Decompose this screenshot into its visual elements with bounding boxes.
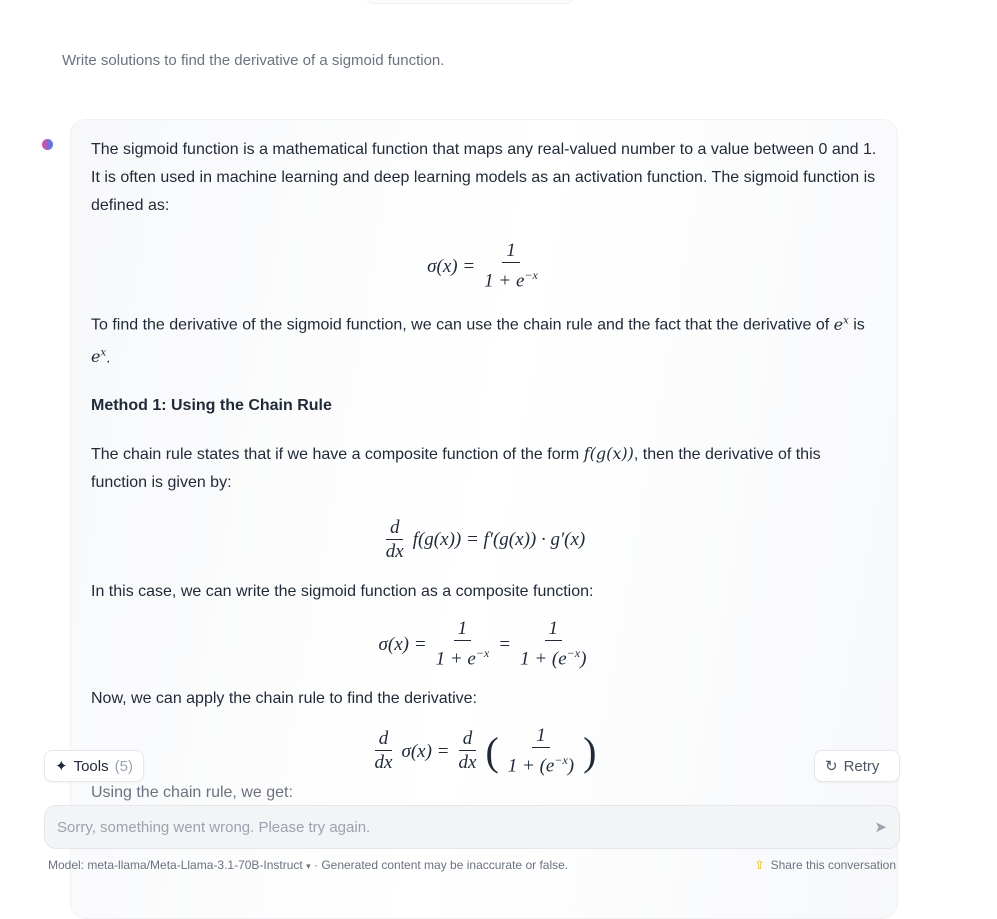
paragraph: Using the chain rule, we get:: [91, 784, 293, 801]
assistant-avatar: [42, 139, 53, 150]
chat-input[interactable]: Sorry, something went wrong. Please try again. ➤: [44, 805, 900, 849]
composite-formula: σ(x) = $\frac{1}{1 + e^{-x}}$ = $\frac{1}{1 + (e^{-x})}$: [378, 617, 587, 670]
previous-element: [366, 0, 574, 4]
chain-rule-formula: $\frac{d}{dx}$ f(g(x)) = f′(g(x)) · g′(x): [385, 516, 586, 562]
send-icon[interactable]: ➤: [874, 819, 887, 836]
user-message: Write solutions to find the derivative of a sigmoid function.: [62, 52, 445, 69]
caret-down-icon[interactable]: ▾: [306, 861, 311, 871]
paragraph: In this case, we can write the sigmoid function as a composite function:: [91, 582, 594, 600]
paragraph: The sigmoid function is a mathematical function that maps any real-valued number to a value between 0 and 1. It is often used in machine learning and deep learning models as an activation function. The sigmoid function is defined as:: [91, 141, 877, 214]
paragraph: Now, we can apply the chain rule to find the derivative:: [91, 690, 477, 708]
model-selector[interactable]: Model: meta-llama/Meta-Llama-3.1-70B-Instruct: [48, 858, 303, 872]
share-button[interactable]: ⇧ Share this conversation: [754, 858, 896, 872]
retry-icon: ↻: [825, 758, 838, 775]
paragraph: The chain rule states that if we have a composite function of the form f(g(x)), then the derivative of this function is given by:: [91, 443, 821, 491]
derivative-formula: $\frac{d}{dx}$ σ(x) = $\frac{d}{dx}$ ( $\frac{1}{1 + (e^{-x})}$ ): [374, 725, 597, 777]
share-icon: ⇧: [754, 858, 765, 872]
tools-button[interactable]: ✦ Tools (5): [44, 750, 144, 782]
method-heading: Method 1: Using the Chain Rule: [91, 396, 332, 414]
sigmoid-definition: σ(x) = $\frac{1}{1 + e^{-x}}$: [427, 240, 538, 292]
paragraph: To find the derivative of the sigmoid function, we can use the chain rule and the fact that the derivative of $e^x$ is $e^x$.: [91, 314, 865, 366]
footer: Model: meta-llama/Meta-Llama-3.1-70B-Instruct ▾ · Generated content may be inaccurate or false. ⇧ Share this conversation: [48, 858, 896, 872]
retry-button[interactable]: ↻ Retry: [814, 750, 900, 782]
sparkle-icon: ✦: [55, 758, 68, 775]
